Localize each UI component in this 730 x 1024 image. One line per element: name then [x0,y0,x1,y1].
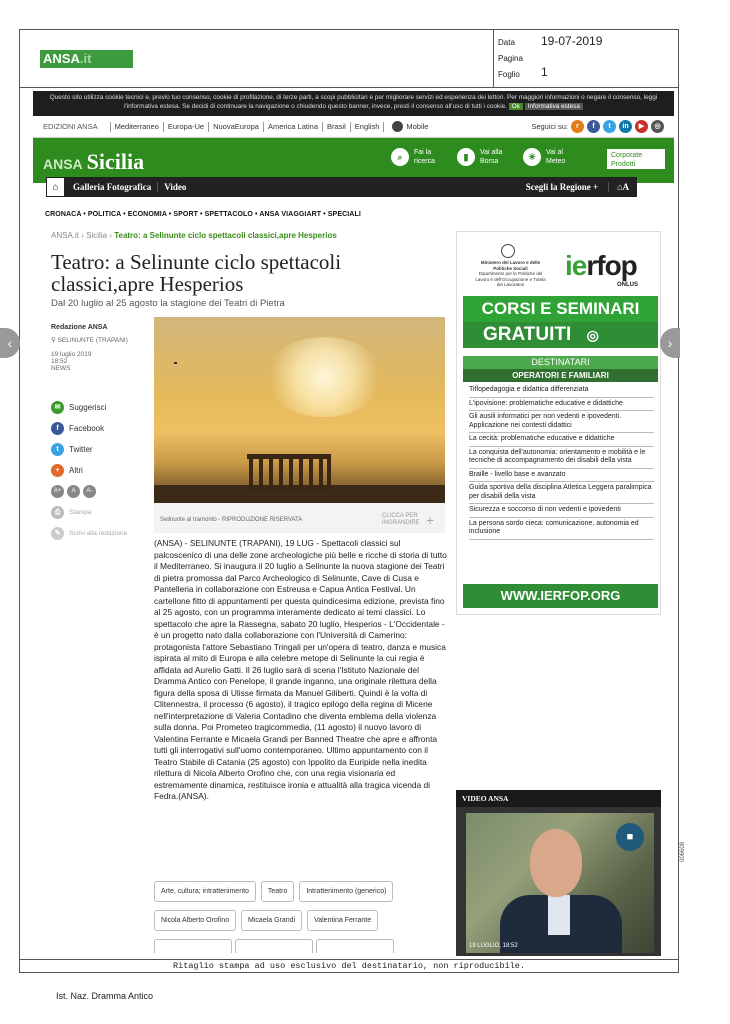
font-decrease-button[interactable]: A- [83,485,96,498]
tag[interactable]: Teatro [261,881,294,902]
rss-icon[interactable]: r [571,120,584,133]
breadcrumb-home[interactable]: ANSA.it [51,231,80,240]
nav-video[interactable]: Video [157,182,192,192]
enlarge-link[interactable]: CLICCA PER INGRANDIRE [382,513,420,526]
corporate-link[interactable]: Corporate Prodotti [606,148,666,170]
prev-arrow-icon[interactable]: ‹ [0,328,20,358]
print-icon: ⎙ [51,506,64,519]
edition-link-europa[interactable]: Europa-Ue [167,122,205,131]
foglio-value: 1 [541,65,548,79]
article-author: Redazione ANSA [51,324,108,331]
article-photo[interactable] [154,317,445,503]
content-area [7,91,673,956]
sunset-glow [264,337,384,417]
tag[interactable]: Arte, cultura; intrattenimento [154,881,256,902]
font-size-button[interactable]: ⌂A [608,182,637,192]
clipping-header [19,29,679,88]
edition-link-brasil[interactable]: Brasil [327,122,346,131]
font-increase-button[interactable]: A+ [51,485,64,498]
meteo-link[interactable]: ☀ Vai al Meteo [523,148,576,166]
side-code: 006608 [680,841,686,862]
facebook-share-icon: f [51,422,64,435]
next-arrow-icon[interactable]: › [660,328,680,358]
ad-corsi: CORSI E SEMINARI [463,296,658,322]
article-tags [154,881,454,963]
print-link[interactable]: ⎙ Stampa [51,506,127,519]
youtube-icon[interactable]: ▶ [635,120,648,133]
enlarge-icon[interactable]: + [426,512,435,528]
share-altri[interactable]: + Altri [51,464,127,477]
article-body: (ANSA) - SELINUNTE (TRAPANI), 19 LUG - Spettacoli classici sul palcoscenico di una delle zone archeologiche più belle e ricche di storia di tutto il Mediterraneo. Si inaugura il 20 luglio a Selinunte la nuova stagione dei Teatri di pietra promossa dal Parco Archeologico di Selinunte, Cave di Cusa e Pantelleria in collaborazione con Estreusa e Capua Antica Festival. Un cartellone fitto di appuntamenti per questa quindicesima edizione, prevista fino al 25 agosto, con un programma interamente dedicato ai temi classici. Lo spettacolo che apre la Rassegna, sabato 20 luglio, Hesperios - L'Occidentale - è un progetto nato dalla collaborazione con l'Università di Camerino: protagonista l'attore Sebastiano Tringali per un'opera di teatro, danza e musica ispirata al mito di Europa e alla celebre metope di Selinunte la cui regia è affidata ad Aurelio Gatti. Il 26 luglio sarà di scena l'Istituto Nazionale del Dramma Antico con Penelope, il grande inganno, una originale rilettura della figura della sposa di Ulisse firmata da Manuel Giliberti. Quindi è la volta di Clitennestra, il processo (6 agosto), il tragico epilogo della regina di Micene nell'interpretazione di Valeria Contadino che diventa emblema della violenza sulla donna. Poi Prometeo tragicommedia, (11 agosto) il nuovo lavoro di Valentina Ferrante e Micaela Grandi per Banned Theatre che apre e affronta tutti gli interrogativi sull'uomo contemporaneo. Ultimo appuntamento con il Teatro Stabile di Catania (25 agosto) con Ippolito da Euripide nella inedita rilettura di Nicola Alberto Orofino che, con una regia visionaria ed estremamente dinamica, restituisce ironia e attualità alla tragica vicenda di Fedra.(ANSA). [154,538,447,801]
chart-icon: ▮ [457,148,475,166]
breadcrumb-region[interactable]: Sicilia [86,231,108,240]
eye-icon: ◎ [586,327,599,343]
search-icon: ⌕ [391,148,409,166]
article-location: ⚲ SELINUNTE (TRAPANI) [51,337,128,344]
site-brand[interactable]: ANSA Sicilia [43,149,145,174]
nav-gallery[interactable]: Galleria Fotografica [73,182,152,192]
weather-icon: ☀ [523,148,541,166]
ad-operatori: OPERATORI E FAMILIARI [463,369,658,382]
pen-icon: ✎ [51,527,64,540]
linkedin-icon[interactable]: in [619,120,632,133]
article-info [51,324,131,372]
video-player[interactable] [456,807,661,956]
article-time: 18:52 [51,358,68,365]
search-link[interactable]: ⌕ Fai la ricerca [391,148,444,166]
article-date: 19 luglio 2019 [51,351,92,358]
ad-destinatari: DESTINATARI [463,356,658,369]
share-facebook[interactable]: f Facebook [51,422,127,435]
data-value: 19-07-2019 [541,34,603,48]
twitter-icon[interactable]: t [603,120,616,133]
edition-link-nuovaeuropa[interactable]: NuovaEuropa [213,122,259,131]
breadcrumb: ANSA.it › Sicilia › Teatro: a Selinunte ciclo spettacoli classici,apre Hesperios [51,231,337,240]
ansa-logo: ANSA.it [40,50,133,68]
tag[interactable]: Valentina Ferrante [307,910,378,931]
photo-caption [154,503,445,533]
edition-link-mediterraneo[interactable]: Mediterraneo [114,122,159,131]
temple-silhouette [247,454,331,490]
twitter-share-icon: t [51,443,64,456]
borsa-link[interactable]: ▮ Vai alla Borsa [457,148,510,166]
article-subtitle: Dal 20 luglio al 25 agosto la stagione dei Teatri di Pietra [51,298,285,309]
ad-onlus: ONLUS [617,282,638,288]
ad-url[interactable]: WWW.IERFOP.ORG [463,584,658,608]
article-category: NEWS [51,365,71,372]
publication-name: Ist. Naz. Dramma Antico [56,991,154,1001]
ierfop-ad[interactable] [456,231,661,615]
write-link[interactable]: ✎ Scrivi alla redazione [51,527,127,540]
plus-icon: + [51,464,64,477]
mobile-link[interactable]: Mobile [406,122,429,131]
cookie-ok-button[interactable]: Ok [509,103,523,110]
list-item: Braille - livello base e avanzato [469,469,654,483]
region-selector[interactable]: Scegli la Regione + [525,182,599,192]
list-item: La conquista dell'autonomia: orientamento e mobilità e le tecniche di accompagnamento dei disabili della vista [469,447,654,469]
tag[interactable]: Micaela Grandi [241,910,302,931]
logo-cell [20,30,494,87]
video-camera-icon[interactable]: ■ [616,823,644,851]
republic-emblem-icon [501,244,515,258]
video-thumbnail[interactable] [466,813,654,953]
cookie-info-link[interactable]: Informativa estesa [525,103,583,110]
share-tools [51,401,127,548]
list-item: Sicurezza e soccorso di non vedenti e ipovedenti [469,504,654,518]
tag[interactable]: Intrattenimento (generico) [299,881,393,902]
ad-ministry: Ministero del Lavoro e delle Politiche Sociali Dipartimento per le Politiche del Lavoro e dell'Occupazione e Tutela dei Lavoratori [475,260,546,287]
caption-text: Selinunte al tramonto - RIPRODUZIONE RISERVATA [160,517,303,523]
ad-course-list [469,384,654,540]
share-twitter[interactable]: t Twitter [51,443,127,456]
follow-label: Seguici su: [531,122,568,131]
tag[interactable]: Nicola Alberto Orofino [154,910,236,931]
share-suggerisci[interactable]: ✉ Suggerisci [51,401,127,414]
home-icon[interactable]: ⌂ [46,177,65,197]
main-nav [46,177,637,197]
list-item: L'ipovisione: problematiche educative e didattiche [469,398,654,412]
cookie-text: Questo sito utilizza cookie tecnici e, previo tuo consenso, cookie di profilazione, di terze parti, a scopi pubblicitari e per migliorare servizi ed esperienza dei lettori. Per maggiori informazioni o negare il consenso, leggi l'informativa estesa. Se decidi di continuare la navigazione o chiudendo questo banner, invece, presti il consenso all'uso di tutti i cookie. [49,94,658,110]
tag[interactable] [316,939,394,953]
ierfop-logo: ierfop [565,250,637,281]
font-reset-button[interactable]: A [67,485,80,498]
list-item: Guida sportiva della disciplina Atletica Leggera paralimpica per disabili della vista [469,482,654,504]
foglio-label: Foglio [498,70,520,79]
font-size-controls [51,485,127,498]
sections-menu[interactable]: CRONACA • POLITICA • ECONOMIA • SPORT • SPETTACOLO • ANSA VIAGGIART • SPECIALI [45,211,361,218]
data-label: Data [498,38,515,47]
ad-gratuiti: GRATUITI ◎ [463,322,658,348]
video-date: 19 LUGLIO, 18:52 [469,943,518,949]
list-item: La persona sordo cieca: comunicazione, autonomia ed inclusione [469,518,654,540]
list-item: Gli ausili informatici per non vedenti e ipovedenti. Applicazione nei contesti didattici [469,411,654,433]
tag[interactable] [235,939,313,953]
breadcrumb-current: Teatro: a Selinunte ciclo spettacoli classici,apre Hesperios [114,231,337,240]
list-item: La cecità: problematiche educative e didattiche [469,433,654,447]
suggest-icon: ✉ [51,401,64,414]
instagram-icon[interactable]: ◎ [651,120,664,133]
facebook-icon[interactable]: f [587,120,600,133]
clipping-footer: Ritaglio stampa ad uso esclusivo del destinatario, non riproducibile. [19,959,679,973]
tag[interactable] [154,939,232,953]
list-item: Tiflopedagogia e didattica differenziata [469,384,654,398]
article-title: Teatro: a Selinunte ciclo spettacoli classici,apre Hesperios [51,250,342,296]
editions-label: EDIZIONI ANSA [43,122,98,131]
video-header: VIDEO ANSA [456,790,661,807]
edition-link-english[interactable]: English [354,122,380,131]
edition-link-america-latina[interactable]: America Latina [267,122,318,131]
pagina-label: Pagina [498,54,523,63]
